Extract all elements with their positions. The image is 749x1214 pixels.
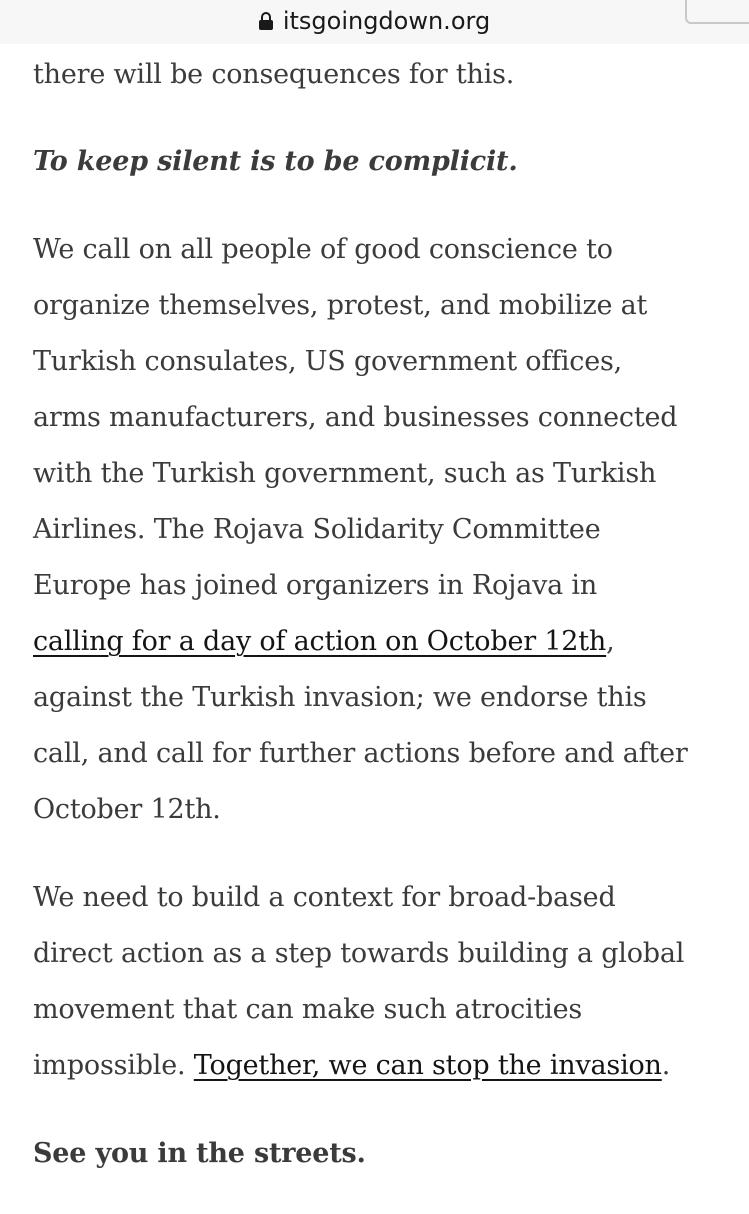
text-line: organize themselves, protest, and mobilize at xyxy=(33,290,648,321)
paragraph-consequences: there will be consequences for this. xyxy=(33,59,515,90)
day-of-action-link[interactable]: calling for a day of action on October 12th xyxy=(33,626,607,657)
url-display[interactable] xyxy=(0,6,749,36)
text-line: We call on all people of good conscience to xyxy=(33,234,613,265)
text-line: with the Turkish government, such as Turkish xyxy=(33,458,657,489)
paragraph-call-to-action xyxy=(33,222,733,838)
text-line: Airlines. The Rojava Solidarity Committee xyxy=(33,514,601,545)
text-fragment: impossible. xyxy=(33,1050,194,1081)
url-text: itsgoingdown.org xyxy=(282,7,491,35)
paragraph-streets: See you in the streets. xyxy=(33,1138,366,1169)
paragraph-build-context xyxy=(33,870,733,1094)
text-fragment: . xyxy=(661,1050,671,1081)
tab-stack-icon xyxy=(685,0,749,24)
text-line: direct action as a step towards building a global xyxy=(33,938,685,969)
text-line: arms manufacturers, and businesses connected xyxy=(33,402,678,433)
lock-icon xyxy=(259,12,273,30)
text-line: We need to build a context for broad-based xyxy=(33,882,616,913)
text-fragment: , xyxy=(606,626,615,657)
text-line: Europe has joined organizers in Rojava in xyxy=(33,570,598,601)
text-line: call, and call for further actions before and after xyxy=(33,738,688,769)
stop-invasion-link[interactable]: Together, we can stop the invasion xyxy=(193,1050,662,1081)
text-line: against the Turkish invasion; we endorse this xyxy=(33,682,647,713)
browser-address-bar[interactable] xyxy=(0,0,749,44)
paragraph-complicit: To keep silent is to be complicit. xyxy=(33,146,518,177)
text-line: October 12th. xyxy=(33,794,221,825)
text-line: Turkish consulates, US government offices, xyxy=(33,346,623,377)
article-body xyxy=(33,47,733,1214)
text-line: movement that can make such atrocities xyxy=(33,994,582,1025)
